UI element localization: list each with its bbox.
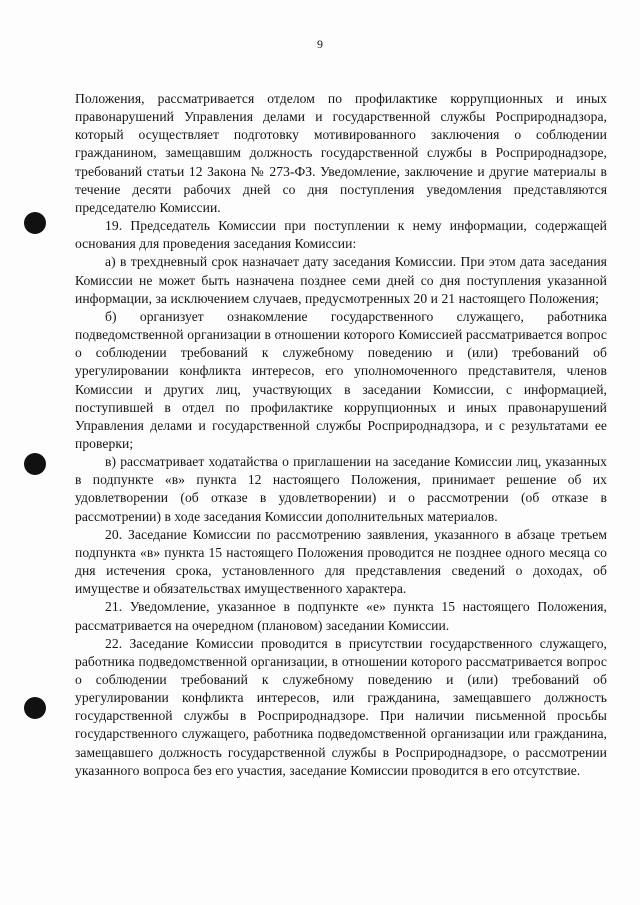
paragraph-item-19: 19. Председатель Комиссии при поступлении к нему информации, содержащей основания для проведения заседания Комиссии: <box>75 218 607 252</box>
paragraph-item-19b: б) организует ознакомление государственного служащего, работника подведомственной организации в отношении которого Комиссией рассматривается вопрос о соблюдении требований к служебному поведению и (или) требований об урегулировании конфликта интересов, его уполномоченного представителя, членов Комиссии и других лиц, участвующих в заседании Комиссии, с информацией, поступившей в отдел по профилактике коррупционных и иных правонарушений Управления делами и государственной службы Росприроднадзора, и с результатами ее проверки; <box>75 308 607 451</box>
paragraph-item-19v: в) рассматривает ходатайства о приглашении на заседание Комиссии лиц, указанных в подпункте «в» пункта 12 настоящего Положения, принимает решение об их удовлетворении (об отказе в удовлетворении) и о рассмотрении (об отказе в рассмотрении) в ходе заседания Комиссии дополнительных материалов. <box>75 454 607 524</box>
document-body <box>75 90 607 780</box>
paragraph-continuation: Положения, рассматривается отделом по профилактике коррупционных и иных правонарушений Управления делами и государственной службы Росприроднадзора, который осуществляет подготовку мотивированного заключения о соблюдении гражданином, замещавшим должность государственной службы в Росприроднадзоре, требований статьи 12 Закона № 273-ФЗ. Уведомление, заключение и другие материалы в течение десяти рабочих дней со дня поступления уведомления представляются председателю Комиссии. <box>75 91 607 215</box>
paragraph-item-21: 21. Уведомление, указанное в подпункте «е» пункта 15 настоящего Положения, рассматривается на очередном (плановом) заседании Комиссии. <box>75 599 607 633</box>
page-number: 9 <box>317 37 323 51</box>
paragraph-item-20: 20. Заседание Комиссии по рассмотрению заявления, указанного в абзаце третьем подпункта «в» пункта 15 настоящего Положения проводится не позднее одного месяца со дня истечения срока, установленного для представления сведений о доходах, об имуществе и обязательствах имущественного характера. <box>75 526 607 597</box>
paragraph-item-19a: а) в трехдневный срок назначает дату заседания Комиссии. При этом дата заседания Комиссии не может быть назначена позднее семи дней со дня поступления указанной информации, за исключением случаев, предусмотренных 20 и 21 настоящего Положения; <box>75 254 607 306</box>
paragraph-item-22: 22. Заседание Комиссии проводится в присутствии государственного служащего, работника подведомственной организации, в отношении которого рассматривается вопрос о соблюдении требований к служебному поведению и (или) требований об урегулировании конфликта интересов, или гражданина, замещавшего должность государственной службы в Росприроднадзоре. При наличии письменной просьбы государственного служащего, работника подведомственной организации или гражданина, замещавшего должность государственной службы в Росприроднадзоре, о рассмотрении указанного вопроса без его участия, заседание Комиссии проводится в его отсутствие. <box>75 635 607 778</box>
punch-hole-mark <box>24 212 46 234</box>
punch-hole-mark <box>24 697 46 719</box>
punch-hole-mark <box>24 453 46 475</box>
